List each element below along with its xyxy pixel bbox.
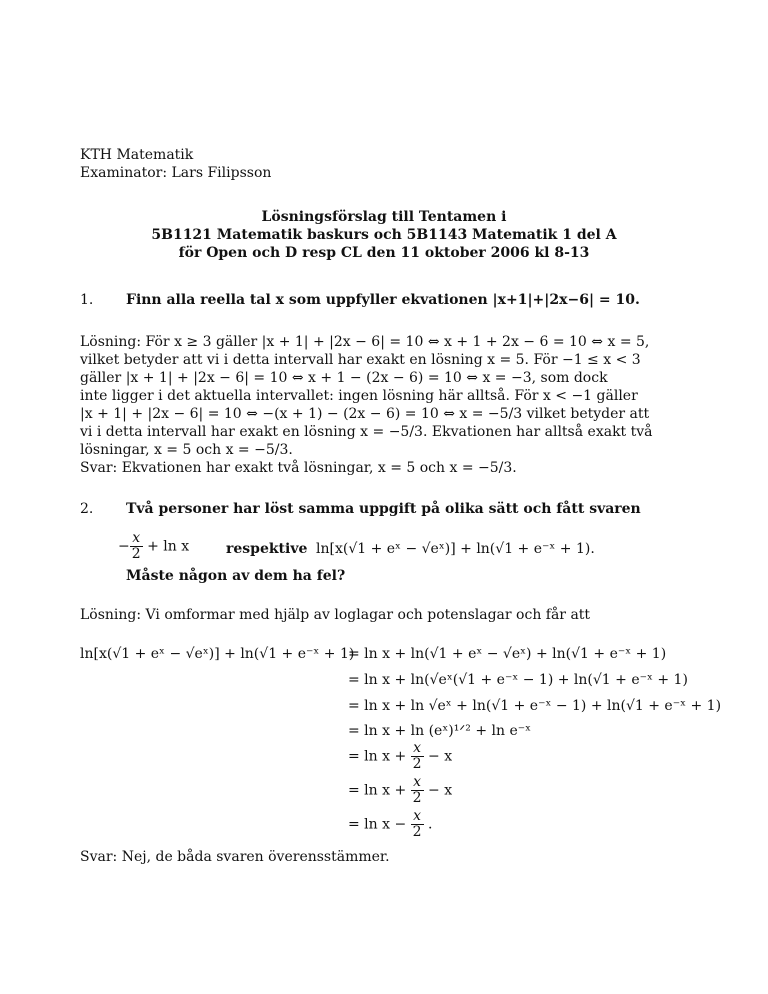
respektive-word: respektive xyxy=(226,541,308,557)
solution-line: |x + 1| + |2x − 6| = 10 ⇔ −(x + 1) − (2x − 6) = 10 ⇔ x = −5/3 vilket betyder att xyxy=(80,406,650,422)
solution-line: lösningar, x = 5 och x = −5/3. xyxy=(80,442,293,458)
problem-2-intro: Lösning: Vi omformar med hjälp av loglagar och potenslagar och får att xyxy=(80,607,591,623)
solution-line: gäller |x + 1| + |2x − 6| = 10 ⇔ x + 1 − (2x − 6) = 10 ⇔ x = −3, som dock xyxy=(80,370,608,386)
step-suffix: . xyxy=(428,816,433,833)
problem-1-question: Finn alla reella tal x som uppfyller ekvationen |x+1|+|2x−6| = 10. xyxy=(126,292,640,308)
institution: KTH Matematik xyxy=(80,147,194,163)
fraction-denominator: 2 xyxy=(412,824,422,840)
step-suffix: − x xyxy=(428,748,453,765)
fraction xyxy=(411,741,424,772)
fraction xyxy=(411,809,424,840)
solution-line: vilket betyder att vi i detta intervall har exakt en lösning x = 5. För −1 ≤ x < 3 xyxy=(80,352,641,368)
derivation-step: = ln x + ln(√1 + eˣ − √eˣ) + ln(√1 + e⁻ˣ + 1) xyxy=(348,646,667,662)
minus-sign: − xyxy=(118,538,130,555)
derivation-lhs: ln[x(√1 + eˣ − √eˣ)] + ln(√1 + e⁻ˣ + 1) xyxy=(80,646,355,662)
problem-2-expression-right: ln[x(√1 + eˣ − √eˣ)] + ln(√1 + e⁻ˣ + 1). xyxy=(316,541,595,557)
fraction xyxy=(130,531,143,562)
problem-1-answer: Svar: Ekvationen har exakt två lösningar, x = 5 och x = −5/3. xyxy=(80,460,517,476)
expr-left-rest: + ln x xyxy=(147,538,190,555)
step-suffix: − x xyxy=(428,782,453,799)
fraction-numerator: x xyxy=(411,775,424,791)
derivation-step: = ln x + ln(√eˣ(√1 + e⁻ˣ − 1) + ln(√1 + e⁻ˣ + 1) xyxy=(348,672,688,688)
title-line-3: för Open och D resp CL den 11 oktober 2006 kl 8-13 xyxy=(178,245,590,261)
fraction-numerator: x xyxy=(411,741,424,757)
fraction-numerator: x xyxy=(130,531,143,547)
step-prefix: = ln x + xyxy=(348,782,407,799)
fraction-denominator: 2 xyxy=(131,546,141,562)
problem-1-number: 1. xyxy=(80,292,94,308)
derivation-step-fraction xyxy=(348,741,452,772)
solution-line: inte ligger i det aktuella intervallet: ingen lösning här alltså. För x < −1 gäller xyxy=(80,388,638,404)
derivation-step: = ln x + ln √eˣ + ln(√1 + e⁻ˣ − 1) + ln(√1 + e⁻ˣ + 1) xyxy=(348,698,722,714)
title-line-2: 5B1121 Matematik baskurs och 5B1143 Matematik 1 del A xyxy=(151,227,617,243)
derivation-step-fraction xyxy=(348,809,432,840)
problem-2-answer: Svar: Nej, de båda svaren överensstämmer. xyxy=(80,849,390,865)
fraction xyxy=(411,775,424,806)
solution-line: vi i detta intervall har exakt en lösning x = −5/3. Ekvationen har alltså exakt två xyxy=(80,424,653,440)
fraction-denominator: 2 xyxy=(412,790,422,806)
title-line-1: Lösningsförslag till Tentamen i xyxy=(261,209,507,225)
problem-2-question-2: Måste någon av dem ha fel? xyxy=(126,568,346,584)
derivation-step-fraction xyxy=(348,775,452,806)
problem-2-number: 2. xyxy=(80,501,94,517)
solution-line: Lösning: För x ≥ 3 gäller |x + 1| + |2x − 6| = 10 ⇔ x + 1 + 2x − 6 = 10 ⇔ x = 5, xyxy=(80,334,650,350)
step-prefix: = ln x − xyxy=(348,816,407,833)
problem-2-question: Två personer har löst samma uppgift på olika sätt och fått svaren xyxy=(126,501,641,517)
problem-2-expression-left xyxy=(118,531,189,562)
fraction-denominator: 2 xyxy=(412,756,422,772)
fraction-numerator: x xyxy=(411,809,424,825)
examiner: Examinator: Lars Filipsson xyxy=(80,165,272,181)
derivation-step: = ln x + ln (eˣ)¹ᐟ² + ln e⁻ˣ xyxy=(348,723,532,739)
step-prefix: = ln x + xyxy=(348,748,407,765)
